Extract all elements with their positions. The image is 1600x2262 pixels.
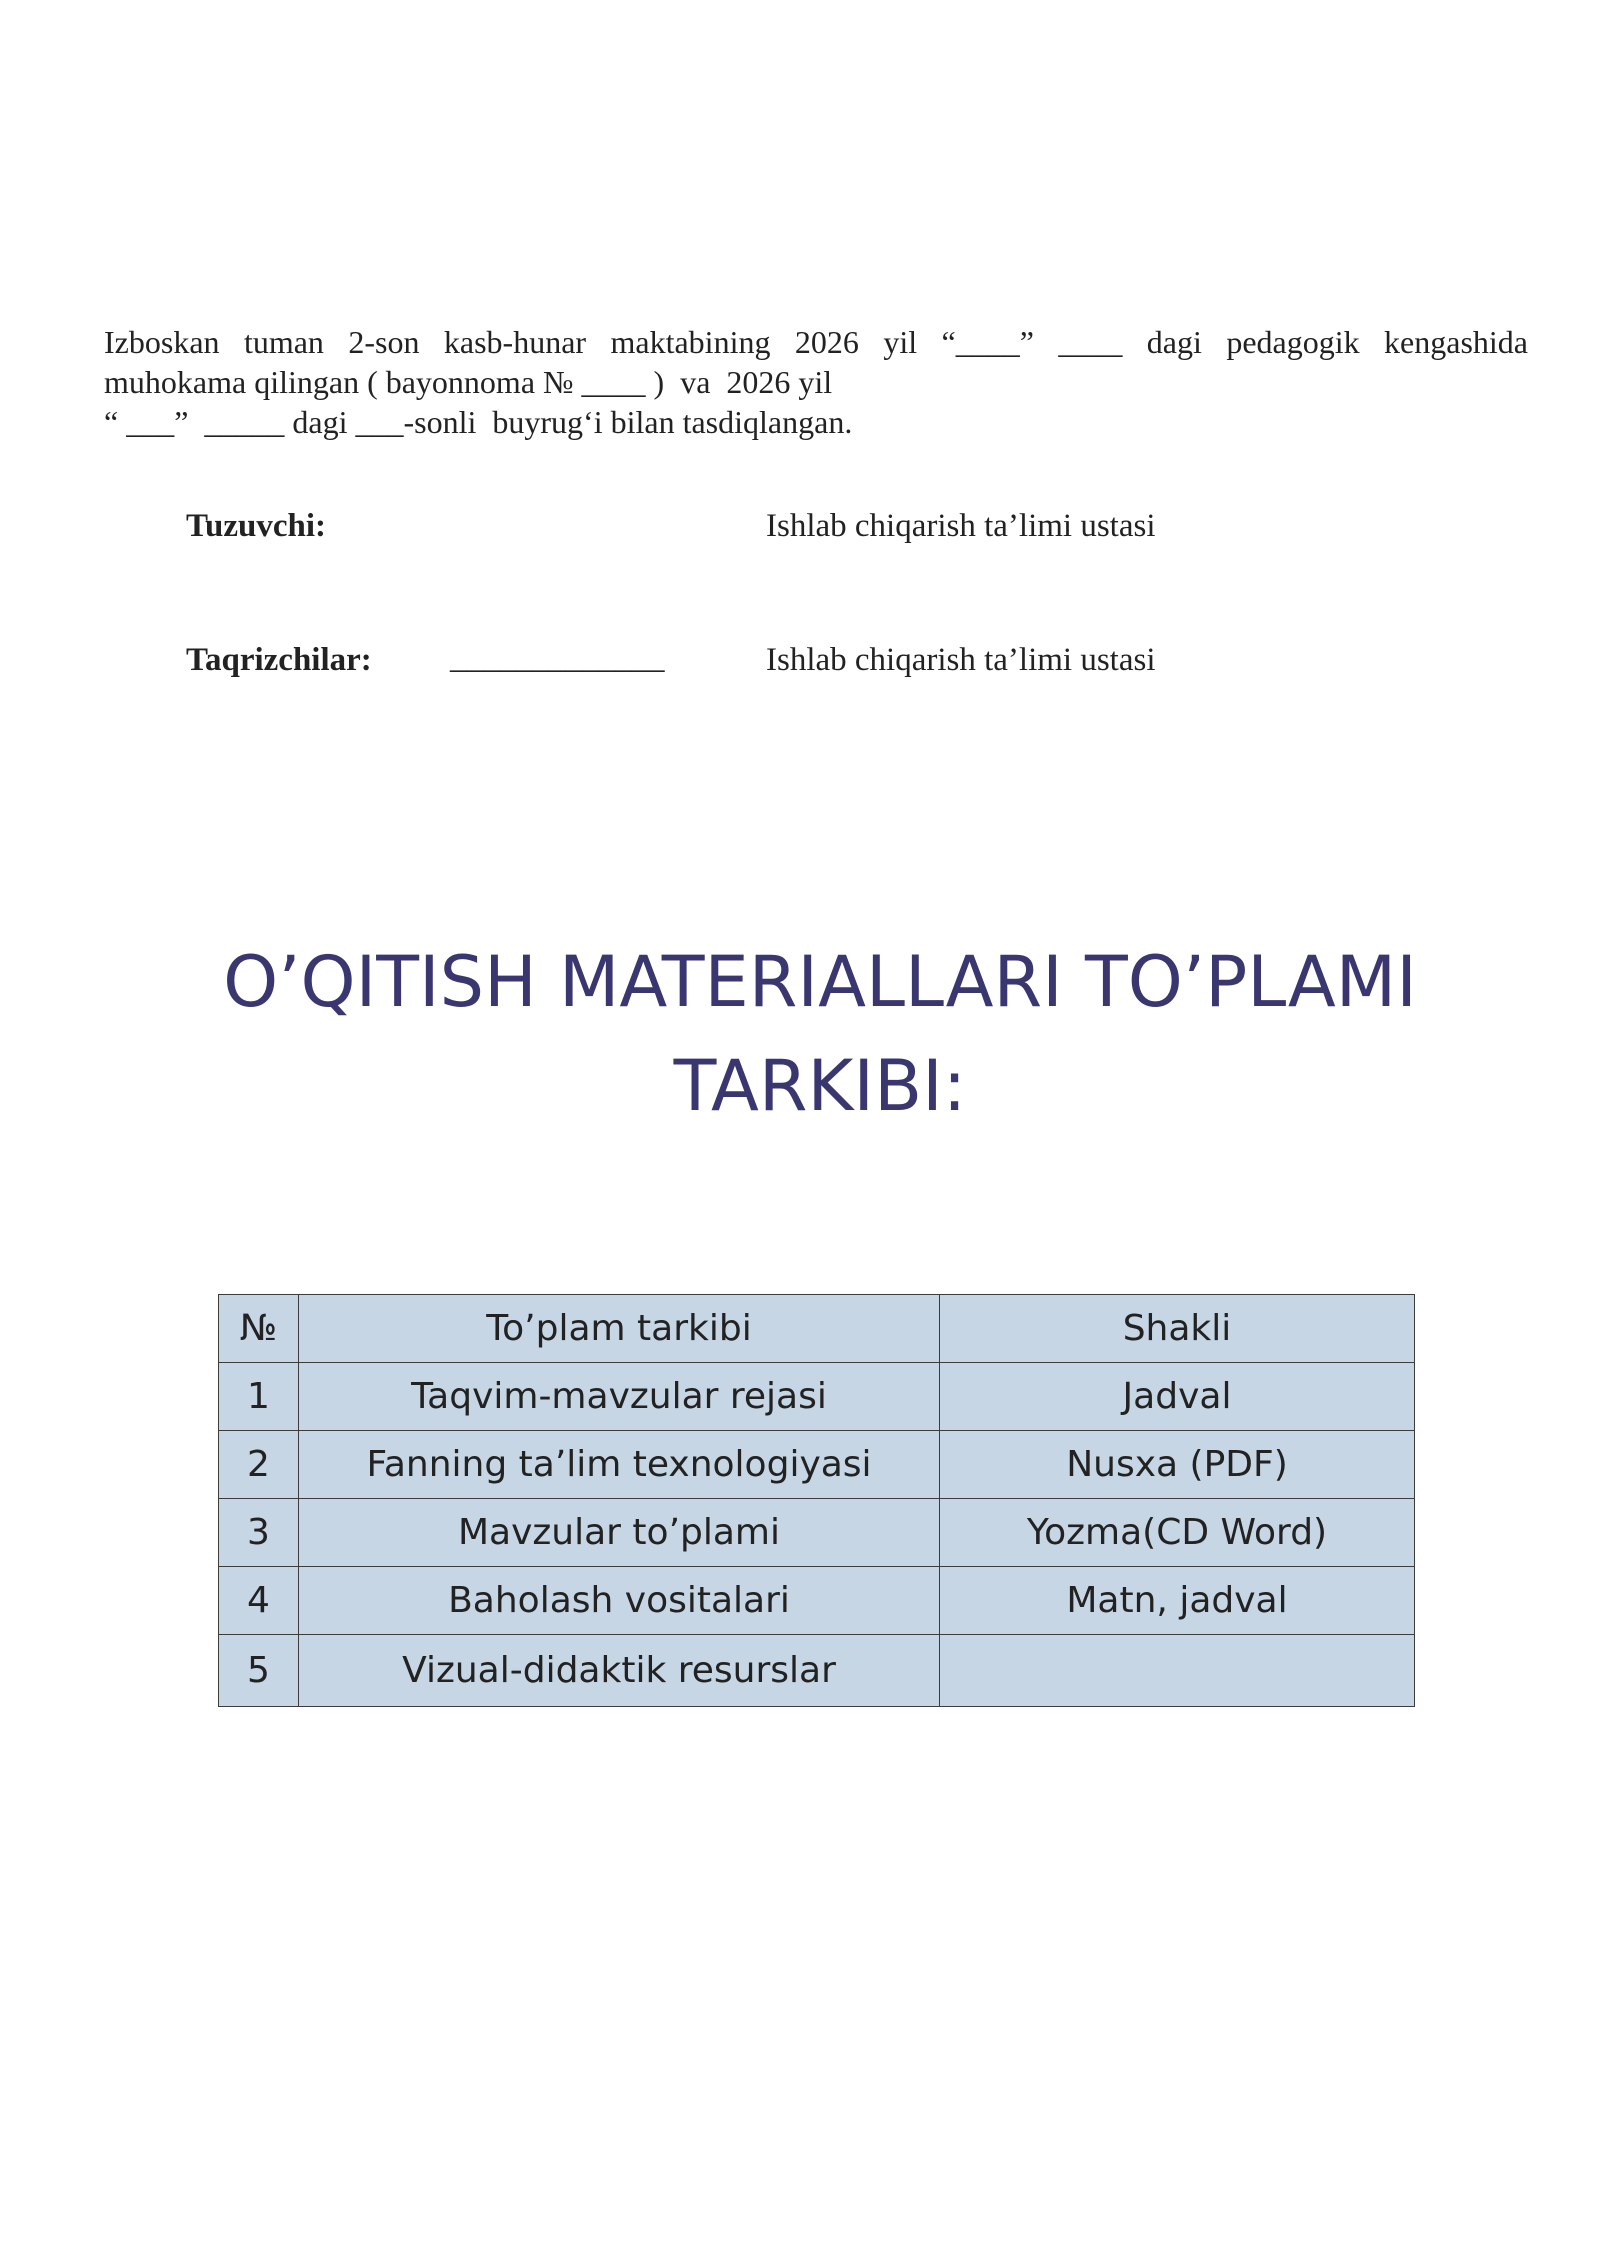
row-format: [940, 1635, 1415, 1707]
compiler-value: Ishlab chiqarish ta’limi ustasi: [766, 508, 1156, 544]
compiler-label: Tuzuvchi:: [186, 508, 326, 544]
table-row: [219, 1635, 1415, 1707]
page-title-line-2: TARKIBI:: [673, 1045, 967, 1127]
reviewers-label: Taqrizchilar:: [186, 642, 372, 678]
row-number: 1: [219, 1363, 299, 1431]
row-component: Taqvim-mavzular rejasi: [299, 1363, 940, 1431]
row-component: Vizual-didaktik resurslar: [299, 1635, 940, 1707]
row-number: 2: [219, 1431, 299, 1499]
row-format: Matn, jadval: [940, 1567, 1415, 1635]
reviewers-value: Ishlab chiqarish ta’limi ustasi: [766, 642, 1156, 678]
row-number: 4: [219, 1567, 299, 1635]
table-row: [219, 1431, 1415, 1499]
approval-line-1: Izboskan tuman 2-son kasb-hunar maktabining 2026 yil “____” ____ dagi pedagogik kengashida: [104, 324, 1528, 360]
row-format: Nusxa (PDF): [940, 1431, 1415, 1499]
header-component: To’plam tarkibi: [299, 1295, 940, 1363]
contents-table: [218, 1294, 1415, 1707]
table-row: [219, 1363, 1415, 1431]
table-header-row: [219, 1295, 1415, 1363]
row-format: Yozma(CD Word): [940, 1499, 1415, 1567]
approval-line-3: “ ___” _____ dagi ___-sonli buyrug‘i bilan tasdiqlangan.: [104, 404, 853, 440]
table-row: [219, 1499, 1415, 1567]
page-title-line-1: O’QITISH MATERIALLARI TO’PLAMI: [223, 941, 1417, 1023]
approval-paragraph: [104, 322, 1528, 442]
header-format: Shakli: [940, 1295, 1415, 1363]
row-component: Mavzular to’plami: [299, 1499, 940, 1567]
row-component: Baholash vositalari: [299, 1567, 940, 1635]
page-title: [150, 930, 1490, 1138]
header-number: №: [219, 1295, 299, 1363]
table-row: [219, 1567, 1415, 1635]
row-number: 3: [219, 1499, 299, 1567]
row-component: Fanning ta’lim texnologiyasi: [299, 1431, 940, 1499]
row-number: 5: [219, 1635, 299, 1707]
reviewers-blank: _____________: [450, 640, 665, 676]
approval-line-2: muhokama qilingan ( bayonnoma № ____ ) va 2026 yil: [104, 364, 833, 400]
row-format: Jadval: [940, 1363, 1415, 1431]
